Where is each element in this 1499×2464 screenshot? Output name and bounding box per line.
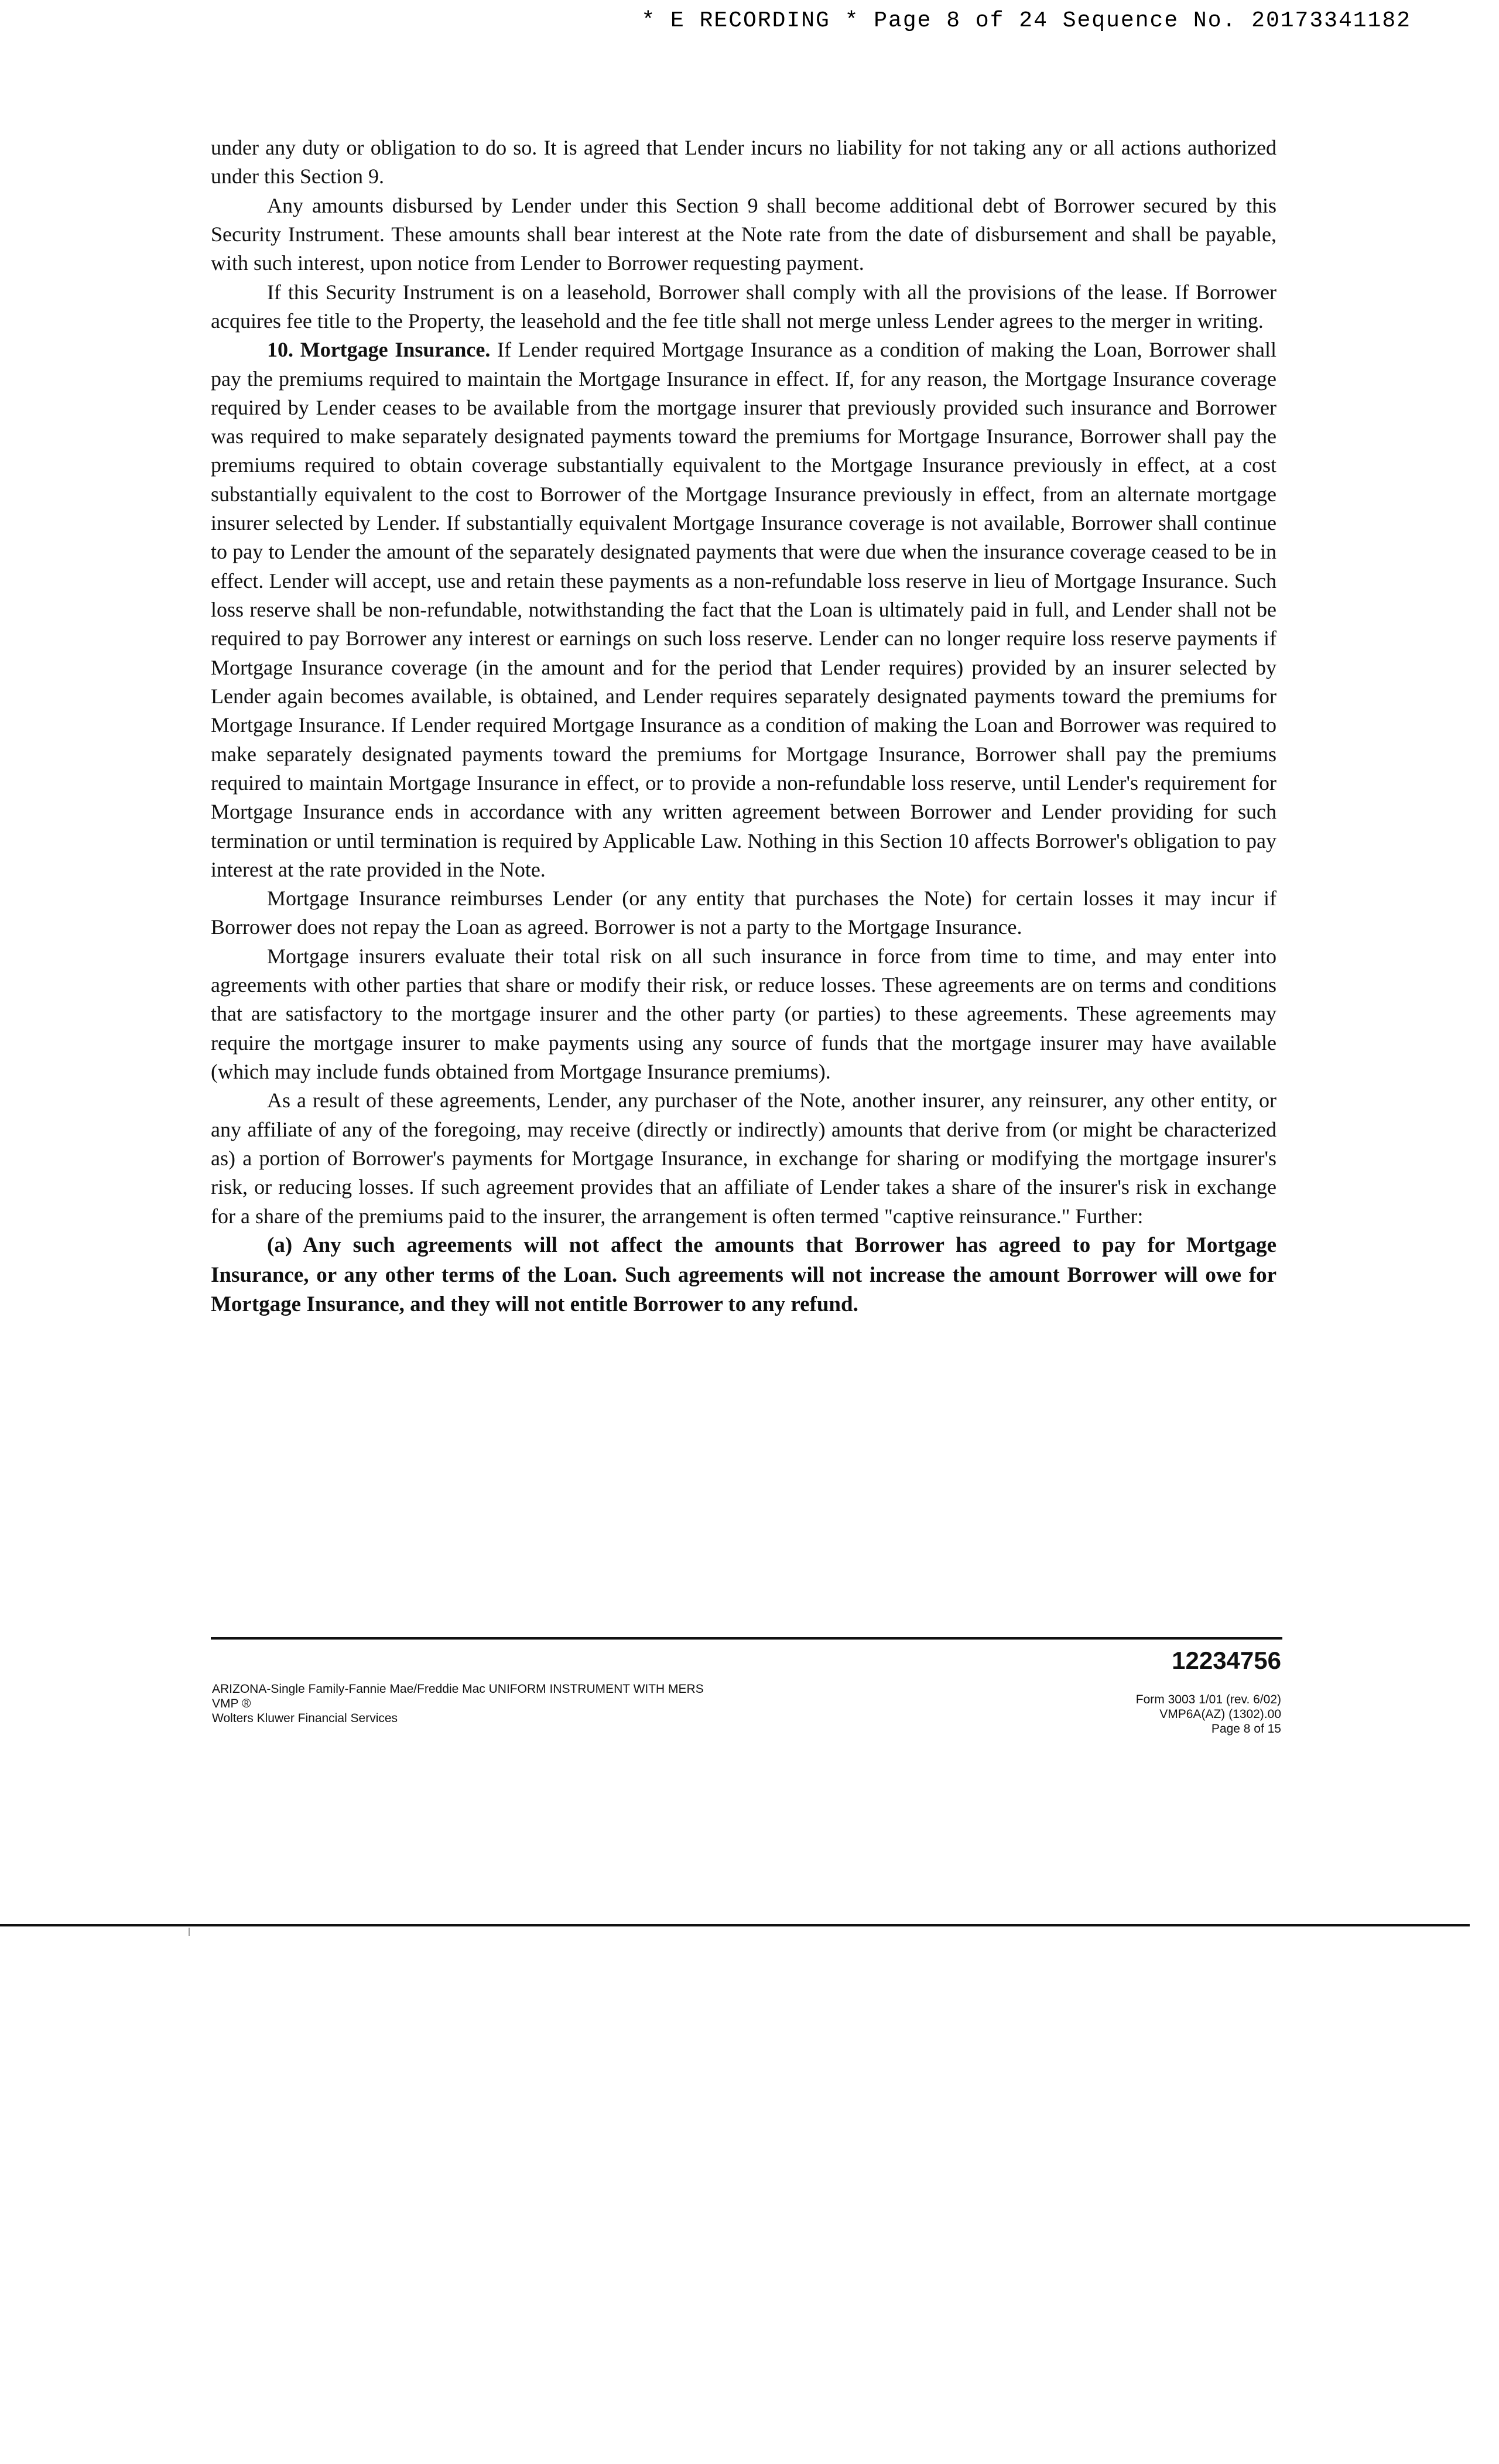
footer-divider xyxy=(211,1637,1282,1640)
section-10-paragraph xyxy=(211,336,1276,884)
paragraph: As a result of these agreements, Lender, any purchaser of the Note, another insurer, any reinsurer, any other entity, or any affiliate of any of the foregoing, may receive (directly or indirectly) amounts that derive from (or might be characterized as) a portion of Borrower's payments for Mortgage Insurance, in exchange for sharing or modifying the mortgage insurer's risk, or reducing losses. If such agreement provides that an affiliate of Lender takes a share of the insurer's risk in exchange for a share of the premiums paid to the insurer, the arrangement is often termed "captive reinsurance." Further: xyxy=(211,1089,1276,1228)
scan-mark xyxy=(189,1928,190,1936)
vmp-mark: VMP ® xyxy=(212,1697,251,1711)
bold-paragraph: (a) Any such agreements will not affect the amounts that Borrower has agreed to pay for Mortgage Insurance, or any other terms of the Loan. Such agreements will not increase the amount Borrower will owe for Mortgage Insurance, and they will not entitle Borrower to any refund. xyxy=(211,1233,1276,1317)
paragraph: Mortgage insurers evaluate their total risk on all such insurance in force from time to time, and may enter into agreements with other parties that share or modify their risk, or reduce losses. These agreements are on terms and conditions that are satisfactory to the mortgage insurer and the other party (or parties) to these agreements. These agreements may require the mortgage insurer to make payments using any source of funds that the mortgage insurer may have available (which may include funds obtained from Mortgage Insurance premiums). xyxy=(211,944,1276,1083)
page-bottom-rule xyxy=(0,1924,1470,1926)
paragraph: Any amounts disbursed by Lender under this Section 9 shall become additional debt of Borrower secured by this Security Instrument. These amounts shall bear interest at the Note rate from the date of disbursement and shall be payable, with such interest, upon notice from Lender to Borrower requesting payment. xyxy=(211,193,1276,275)
loan-number: 12234756 xyxy=(1172,1647,1281,1674)
paragraph: If this Security Instrument is on a leasehold, Borrower shall comply with all the provisions of the lease. If Borrower acquires fee title to the Property, the leasehold and the fee title shall not merge unless Lender agrees to the merger in writing. xyxy=(211,280,1276,333)
page-number: Page 8 of 15 xyxy=(1211,1722,1281,1736)
form-code: VMP6A(AZ) (1302).00 xyxy=(1159,1707,1281,1722)
footer-right xyxy=(1136,1692,1281,1737)
section-number: 10. xyxy=(267,338,293,362)
recording-header: * E RECORDING * Page 8 of 24 Sequence No. 20173341182 xyxy=(641,8,1411,33)
form-number: Form 3003 1/01 (rev. 6/02) xyxy=(1135,1693,1281,1706)
section-text: If Lender required Mortgage Insurance as a condition of making the Loan, Borrower shall pay the premiums required to maintain the Mortgage Insurance in effect. If, for any reason, the Mortgage Insurance coverage required by Lender ceases to be available from the mortgage insurer that previously provided such insurance and Borrower was required to make separately designated payments toward the premiums for Mortgage Insurance, Borrower shall pay the premiums required to obtain coverage substantially equivalent to the Mortgage Insurance previously in effect, at a cost substantially equivalent to the cost to Borrower of the Mortgage Insurance previously in effect, from an alternate mortgage insurer selected by Lender. If substantially equivalent Mortgage Insurance coverage is not available, Borrower shall continue to pay to Lender the amount of the separately designated payments that were due when the insurance coverage ceased to be in effect. Lender will accept, use and retain these payments as a non-refundable loss reserve in lieu of Mortgage Insurance. Such loss reserve shall be non-refundable, notwithstanding the fact that the Loan is ultimately paid in full, and Lender shall not be required to pay Borrower any interest or earnings on such loss reserve. Lender can no longer require loss reserve payments if Mortgage Insurance coverage (in the amount and for the period that Lender requires) provided by an insurer selected by Lender again becomes available, is obtained, and Lender requires separately designated payments toward the premiums for Mortgage Insurance. If Lender required Mortgage Insurance as a condition of making the Loan and Borrower was required to make separately designated payments toward the premiums for Mortgage Insurance, Borrower shall pay the premiums required to maintain Mortgage Insurance in effect, or to provide a non-refundable loss reserve, until Lender's requirement for Mortgage Insurance ends in accordance with any written agreement between Borrower and Lender providing for such termination or until termination is required by Applicable Law. Nothing in this Section 10 affects Borrower's obligation to pay interest at the rate provided in the Note. xyxy=(211,338,1276,881)
publisher: Wolters Kluwer Financial Services xyxy=(212,1712,398,1726)
footer-left xyxy=(212,1682,973,1726)
paragraph: under any duty or obligation to do so. It is agreed that Lender incurs no liability for not taking any or all actions authorized under this Section 9. xyxy=(211,136,1276,189)
section-title: Mortgage Insurance. xyxy=(300,338,491,362)
form-title: ARIZONA-Single Family-Fannie Mae/Freddie Mac UNIFORM INSTRUMENT WITH MERS xyxy=(212,1682,704,1696)
document-body xyxy=(211,134,1276,1320)
paragraph: Mortgage Insurance reimburses Lender (or any entity that purchases the Note) for certain losses it may incur if Borrower does not repay the Loan as agreed. Borrower is not a party to the Mortgage Insurance. xyxy=(211,887,1276,939)
